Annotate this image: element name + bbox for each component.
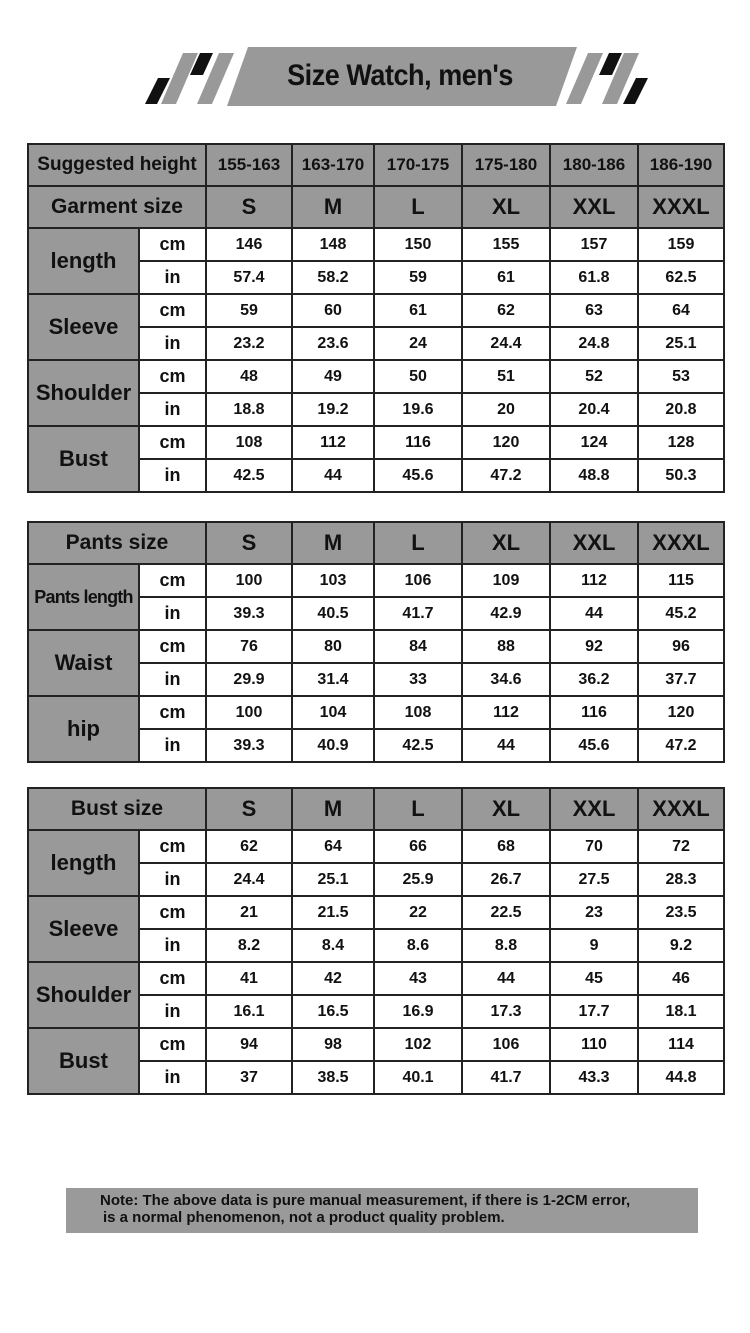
size-xxxl: XXXL: [638, 788, 724, 830]
measure-label-pants-length: Pants length: [28, 564, 139, 630]
unit-in: in: [139, 597, 206, 630]
measure-label-bust: Bust: [28, 426, 139, 492]
value-cell: 44: [462, 962, 550, 995]
unit-in: in: [139, 459, 206, 492]
value-cell: 112: [550, 564, 638, 597]
unit-in: in: [139, 863, 206, 896]
value-cell: 68: [462, 830, 550, 863]
value-cell: 42.5: [206, 459, 292, 492]
note-box: [66, 1188, 698, 1233]
size-xxxl: XXXL: [638, 522, 724, 564]
value-cell: 26.7: [462, 863, 550, 896]
table-body: [28, 144, 724, 492]
value-cell: 44: [550, 597, 638, 630]
value-cell: 112: [462, 696, 550, 729]
size-m: M: [292, 788, 374, 830]
value-cell: 72: [638, 830, 724, 863]
value-cell: 96: [638, 630, 724, 663]
value-cell: 98: [292, 1028, 374, 1061]
value-cell: 62.5: [638, 261, 724, 294]
unit-cm: cm: [139, 696, 206, 729]
value-cell: 44.8: [638, 1061, 724, 1094]
table-body: [28, 522, 724, 762]
value-cell: 19.6: [374, 393, 462, 426]
value-cell: 103: [292, 564, 374, 597]
value-cell: 42: [292, 962, 374, 995]
value-cell: 18.1: [638, 995, 724, 1028]
value-cell: 20.8: [638, 393, 724, 426]
unit-in: in: [139, 327, 206, 360]
value-cell: 31.4: [292, 663, 374, 696]
value-cell: 53: [638, 360, 724, 393]
value-cell: 44: [292, 459, 374, 492]
unit-cm: cm: [139, 1028, 206, 1061]
value-cell: 112: [292, 426, 374, 459]
value-cell: 62: [462, 294, 550, 327]
size-row: [28, 186, 724, 228]
value-cell: 150: [374, 228, 462, 261]
pants-size-table: [27, 521, 725, 763]
unit-cm: cm: [139, 294, 206, 327]
table-row: [28, 1028, 724, 1061]
value-cell: 39.3: [206, 597, 292, 630]
size-xxl: XXL: [550, 522, 638, 564]
unit-cm: cm: [139, 228, 206, 261]
height-range-xl: 175-180: [462, 144, 550, 186]
measure-label-waist: Waist: [28, 630, 139, 696]
measure-label-length: length: [28, 228, 139, 294]
table-row: [28, 426, 724, 459]
value-cell: 16.5: [292, 995, 374, 1028]
value-cell: 63: [550, 294, 638, 327]
value-cell: 20.4: [550, 393, 638, 426]
value-cell: 128: [638, 426, 724, 459]
value-cell: 45: [550, 962, 638, 995]
height-range-l: 170-175: [374, 144, 462, 186]
size-s: S: [206, 186, 292, 228]
value-cell: 66: [374, 830, 462, 863]
value-cell: 64: [292, 830, 374, 863]
value-cell: 37.7: [638, 663, 724, 696]
value-cell: 64: [638, 294, 724, 327]
value-cell: 36.2: [550, 663, 638, 696]
value-cell: 115: [638, 564, 724, 597]
size-xxl: XXL: [550, 788, 638, 830]
value-cell: 34.6: [462, 663, 550, 696]
value-cell: 20: [462, 393, 550, 426]
table-row: [28, 962, 724, 995]
value-cell: 100: [206, 564, 292, 597]
value-cell: 27.5: [550, 863, 638, 896]
title-banner: [0, 0, 750, 130]
value-cell: 40.1: [374, 1061, 462, 1094]
value-cell: 60: [292, 294, 374, 327]
right-dark-stripe-small: [623, 78, 648, 104]
value-cell: 24.4: [462, 327, 550, 360]
unit-in: in: [139, 995, 206, 1028]
value-cell: 124: [550, 426, 638, 459]
value-cell: 76: [206, 630, 292, 663]
unit-cm: cm: [139, 962, 206, 995]
value-cell: 88: [462, 630, 550, 663]
measure-label-sleeve: Sleeve: [28, 896, 139, 962]
value-cell: 25.9: [374, 863, 462, 896]
unit-cm: cm: [139, 630, 206, 663]
value-cell: 46: [638, 962, 724, 995]
value-cell: 39.3: [206, 729, 292, 762]
table-row: [28, 228, 724, 261]
value-cell: 42.5: [374, 729, 462, 762]
value-cell: 61: [462, 261, 550, 294]
value-cell: 40.9: [292, 729, 374, 762]
size-label: Bust size: [28, 788, 206, 830]
value-cell: 33: [374, 663, 462, 696]
unit-in: in: [139, 929, 206, 962]
size-m: M: [292, 186, 374, 228]
value-cell: 9: [550, 929, 638, 962]
value-cell: 80: [292, 630, 374, 663]
value-cell: 9.2: [638, 929, 724, 962]
value-cell: 45.6: [374, 459, 462, 492]
unit-cm: cm: [139, 426, 206, 459]
measure-label-shoulder: Shoulder: [28, 962, 139, 1028]
value-cell: 116: [374, 426, 462, 459]
unit-in: in: [139, 393, 206, 426]
value-cell: 59: [206, 294, 292, 327]
size-xxxl: XXXL: [638, 186, 724, 228]
value-cell: 24: [374, 327, 462, 360]
unit-in: in: [139, 729, 206, 762]
value-cell: 47.2: [638, 729, 724, 762]
value-cell: 148: [292, 228, 374, 261]
size-l: L: [374, 186, 462, 228]
value-cell: 110: [550, 1028, 638, 1061]
value-cell: 25.1: [292, 863, 374, 896]
value-cell: 120: [638, 696, 724, 729]
value-cell: 23.6: [292, 327, 374, 360]
value-cell: 8.6: [374, 929, 462, 962]
value-cell: 28.3: [638, 863, 724, 896]
value-cell: 23.5: [638, 896, 724, 929]
value-cell: 92: [550, 630, 638, 663]
size-label: Garment size: [28, 186, 206, 228]
value-cell: 57.4: [206, 261, 292, 294]
unit-cm: cm: [139, 830, 206, 863]
value-cell: 37: [206, 1061, 292, 1094]
size-xxl: XXL: [550, 186, 638, 228]
value-cell: 17.3: [462, 995, 550, 1028]
value-cell: 102: [374, 1028, 462, 1061]
measure-label-shoulder: Shoulder: [28, 360, 139, 426]
value-cell: 23: [550, 896, 638, 929]
value-cell: 84: [374, 630, 462, 663]
value-cell: 43: [374, 962, 462, 995]
unit-cm: cm: [139, 360, 206, 393]
value-cell: 41: [206, 962, 292, 995]
value-cell: 61.8: [550, 261, 638, 294]
table-row: [28, 630, 724, 663]
value-cell: 70: [550, 830, 638, 863]
height-range-s: 155-163: [206, 144, 292, 186]
table-row: [28, 360, 724, 393]
value-cell: 24.8: [550, 327, 638, 360]
size-l: L: [374, 788, 462, 830]
value-cell: 41.7: [374, 597, 462, 630]
size-xl: XL: [462, 186, 550, 228]
size-s: S: [206, 788, 292, 830]
table-row: [28, 896, 724, 929]
garment-size-table: [27, 143, 725, 493]
height-label: Suggested height: [28, 144, 206, 186]
value-cell: 61: [374, 294, 462, 327]
value-cell: 157: [550, 228, 638, 261]
value-cell: 94: [206, 1028, 292, 1061]
value-cell: 42.9: [462, 597, 550, 630]
unit-in: in: [139, 1061, 206, 1094]
value-cell: 22: [374, 896, 462, 929]
value-cell: 59: [374, 261, 462, 294]
value-cell: 104: [292, 696, 374, 729]
measure-label-sleeve: Sleeve: [28, 294, 139, 360]
bust-size-table: [27, 787, 725, 1095]
table-row: [28, 294, 724, 327]
value-cell: 120: [462, 426, 550, 459]
value-cell: 146: [206, 228, 292, 261]
value-cell: 16.1: [206, 995, 292, 1028]
size-xl: XL: [462, 788, 550, 830]
value-cell: 22.5: [462, 896, 550, 929]
value-cell: 18.8: [206, 393, 292, 426]
measure-label-bust: Bust: [28, 1028, 139, 1094]
value-cell: 19.2: [292, 393, 374, 426]
table-body: [28, 788, 724, 1094]
height-range-xxxl: 186-190: [638, 144, 724, 186]
value-cell: 38.5: [292, 1061, 374, 1094]
height-range-xxl: 180-186: [550, 144, 638, 186]
value-cell: 21: [206, 896, 292, 929]
value-cell: 51: [462, 360, 550, 393]
value-cell: 24.4: [206, 863, 292, 896]
note-line-2: is a normal phenomenon, not a product quality problem.: [103, 1209, 505, 1226]
value-cell: 106: [374, 564, 462, 597]
value-cell: 43.3: [550, 1061, 638, 1094]
value-cell: 62: [206, 830, 292, 863]
value-cell: 47.2: [462, 459, 550, 492]
value-cell: 116: [550, 696, 638, 729]
value-cell: 45.2: [638, 597, 724, 630]
unit-cm: cm: [139, 564, 206, 597]
value-cell: 48.8: [550, 459, 638, 492]
size-row: [28, 522, 724, 564]
value-cell: 49: [292, 360, 374, 393]
unit-in: in: [139, 663, 206, 696]
value-cell: 114: [638, 1028, 724, 1061]
size-m: M: [292, 522, 374, 564]
value-cell: 8.2: [206, 929, 292, 962]
value-cell: 16.9: [374, 995, 462, 1028]
value-cell: 58.2: [292, 261, 374, 294]
size-row: [28, 788, 724, 830]
value-cell: 40.5: [292, 597, 374, 630]
value-cell: 48: [206, 360, 292, 393]
value-cell: 50.3: [638, 459, 724, 492]
value-cell: 159: [638, 228, 724, 261]
value-cell: 29.9: [206, 663, 292, 696]
height-row: [28, 144, 724, 186]
value-cell: 17.7: [550, 995, 638, 1028]
measure-label-hip: hip: [28, 696, 139, 762]
value-cell: 8.4: [292, 929, 374, 962]
value-cell: 44: [462, 729, 550, 762]
value-cell: 108: [374, 696, 462, 729]
value-cell: 155: [462, 228, 550, 261]
table-row: [28, 696, 724, 729]
value-cell: 25.1: [638, 327, 724, 360]
value-cell: 45.6: [550, 729, 638, 762]
size-l: L: [374, 522, 462, 564]
height-range-m: 163-170: [292, 144, 374, 186]
value-cell: 23.2: [206, 327, 292, 360]
value-cell: 100: [206, 696, 292, 729]
value-cell: 50: [374, 360, 462, 393]
unit-cm: cm: [139, 896, 206, 929]
page-title: Size Watch, men's: [287, 59, 513, 92]
size-s: S: [206, 522, 292, 564]
value-cell: 52: [550, 360, 638, 393]
measure-label-length: length: [28, 830, 139, 896]
note-line-1: Note: The above data is pure manual measurement, if there is 1-2CM error,: [100, 1192, 631, 1209]
unit-in: in: [139, 261, 206, 294]
table-row: [28, 564, 724, 597]
size-xl: XL: [462, 522, 550, 564]
value-cell: 8.8: [462, 929, 550, 962]
size-label: Pants size: [28, 522, 206, 564]
table-row: [28, 830, 724, 863]
value-cell: 109: [462, 564, 550, 597]
value-cell: 106: [462, 1028, 550, 1061]
value-cell: 21.5: [292, 896, 374, 929]
value-cell: 108: [206, 426, 292, 459]
value-cell: 41.7: [462, 1061, 550, 1094]
